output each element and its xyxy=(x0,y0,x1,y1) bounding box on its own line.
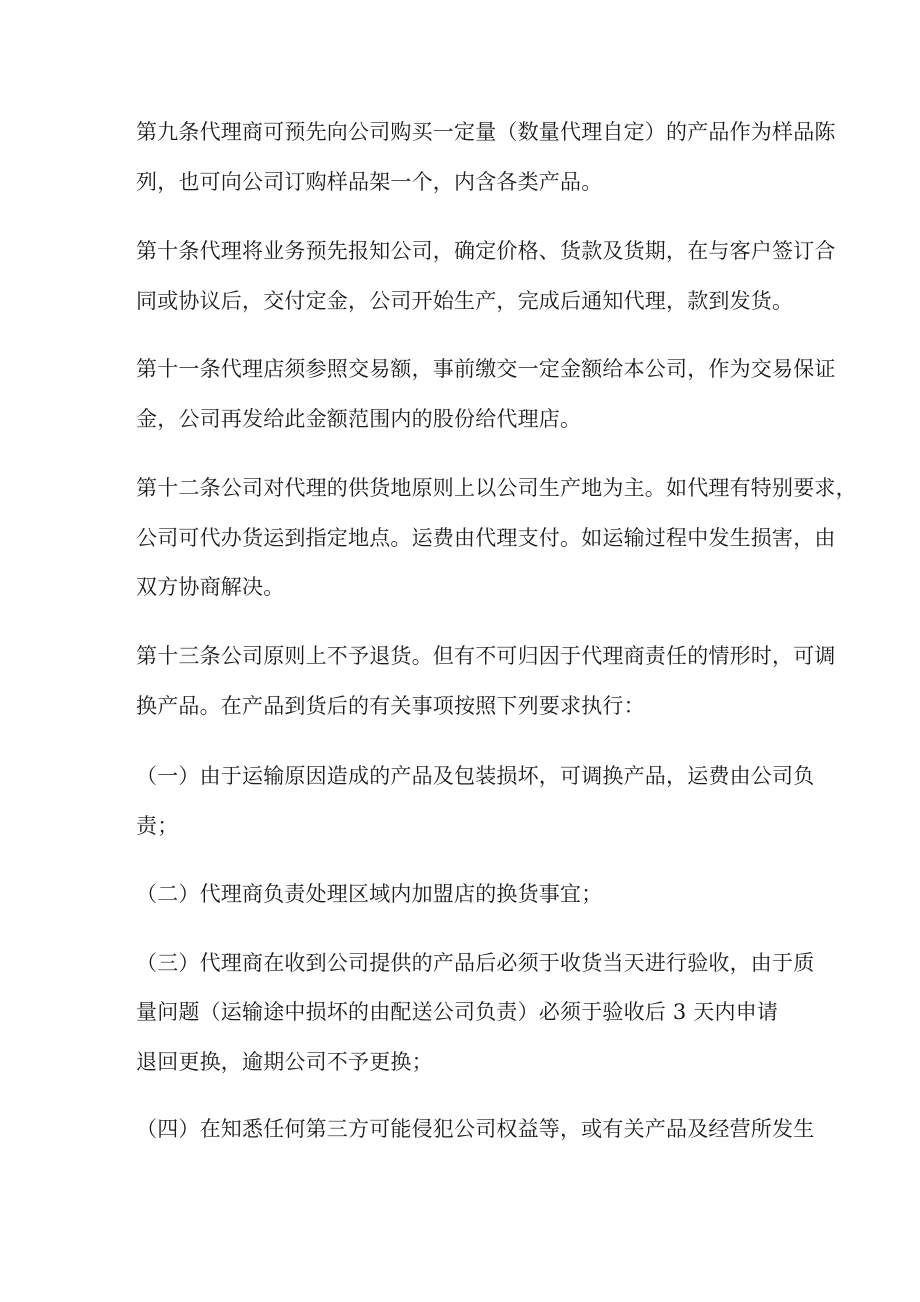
item-1-line-2: 责； xyxy=(136,814,179,838)
article-12-line-1: 第十二条公司对代理的供货地原则上以公司生产地为主。如代理有特别要求， xyxy=(136,476,857,500)
article-9-line-2: 列，也可向公司订购样品架一个，内含各类产品。 xyxy=(136,170,603,194)
item-4-line-1: （四）在知悉任何第三方可能侵犯公司权益等，或有关产品及经营所发生 xyxy=(136,1117,815,1141)
item-1-line-1: （一）由于运输原因造成的产品及包装损坏，可调换产品，运费由公司负 xyxy=(136,764,815,788)
article-12-line-2: 公司可代办货运到指定地点。运费由代理支付。如运输过程中发生损害，由 xyxy=(136,526,836,550)
article-10-line-2: 同或协议后，交付定金，公司开始生产，完成后通知代理，款到发货。 xyxy=(136,289,794,313)
article-10-line-1: 第十条代理将业务预先报知公司，确定价格、货款及货期，在与客户签订合 xyxy=(136,239,836,263)
article-12-line-3: 双方协商解决。 xyxy=(136,575,285,599)
article-13-line-2: 换产品。在产品到货后的有关事项按照下列要求执行： xyxy=(136,694,645,718)
item-3-line-3: 退回更换，逾期公司不予更换； xyxy=(136,1050,433,1074)
item-2-line-1: （二）代理商负责处理区域内加盟店的换货事宜； xyxy=(136,882,603,906)
article-13-line-1: 第十三条公司原则上不予退货。但有不可归因于代理商责任的情形时，可调 xyxy=(136,644,836,668)
item-3-line-1: （三）代理商在收到公司提供的产品后必须于收货当天进行验收，由于质 xyxy=(136,951,815,975)
article-11-line-1: 第十一条代理店须参照交易额，事前缴交一定金额给本公司，作为交易保证 xyxy=(136,357,836,381)
article-11-line-2: 金，公司再发给此金额范围内的股份给代理店。 xyxy=(136,407,582,431)
item-3-line-2: 量问题（运输途中损坏的由配送公司负责）必须于验收后 3 天内申请 xyxy=(136,1000,779,1024)
article-9-line-1: 第九条代理商可预先向公司购买一定量（数量代理自定）的产品作为样品陈 xyxy=(136,120,836,144)
